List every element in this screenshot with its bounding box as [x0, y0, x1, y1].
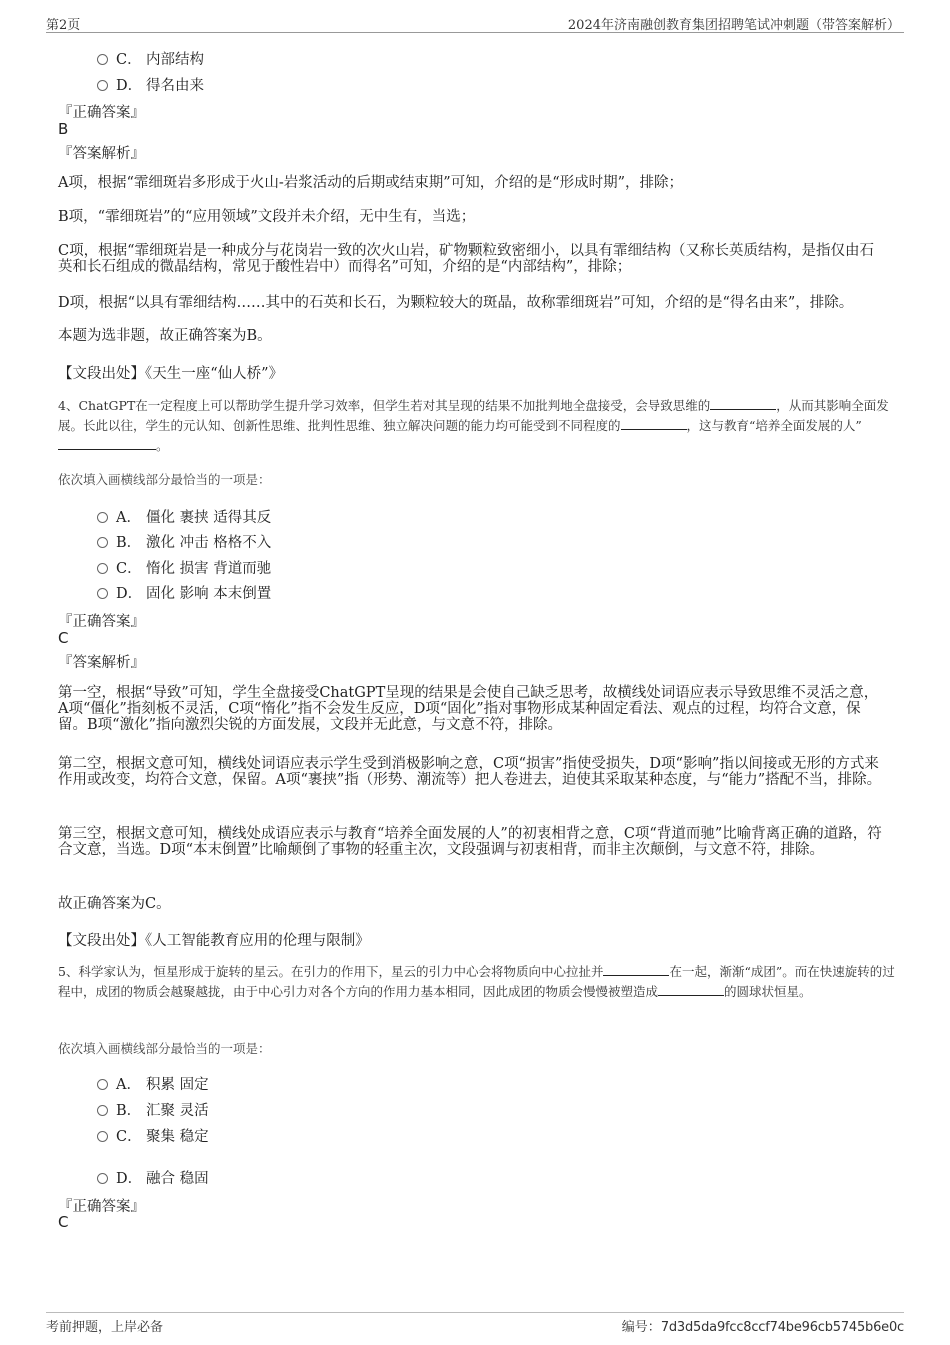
radio-icon[interactable] — [97, 1173, 108, 1184]
analysis-label: 『答案解析』 — [58, 146, 145, 162]
answer-value: B — [58, 120, 69, 138]
analysis-paragraph: 第二空，根据文意可知，横线处词语应表示学生受到消极影响之意，C项“损害”指使受损失，D项“影响”指以间接或无形的方式来作用或改变，均符合文意，保留。A项“裹挟”指（形势、潮流等）把人卷进去，迫使其采取某种态度，与“能力”搭配不当，排除。 — [58, 756, 882, 788]
blank-line — [621, 417, 687, 430]
option-text: 汇聚 灵活 — [146, 1103, 209, 1119]
option-text: 惰化 损害 背道而驰 — [146, 561, 272, 577]
option-b[interactable] — [97, 531, 271, 552]
analysis-label: 『答案解析』 — [58, 655, 145, 671]
option-c[interactable] — [97, 1125, 209, 1146]
option-c[interactable] — [97, 557, 271, 578]
option-text: 固化 影响 本末倒置 — [146, 586, 272, 602]
code-label: 编号： — [621, 1320, 661, 1335]
analysis-conclusion: 故正确答案为C。 — [58, 896, 171, 912]
option-text: 僵化 裹挟 适得其反 — [146, 510, 272, 526]
answer-value: C — [58, 629, 69, 647]
radio-icon[interactable] — [97, 54, 108, 65]
code-value: 7d3d5da9fcc8ccf74be96cb5745b6e0c — [660, 1320, 904, 1335]
option-letter: C． — [116, 561, 142, 577]
document-title: 2024年济南融创教育集团招聘笔试冲刺题（带答案解析） — [567, 18, 900, 33]
stem-part: ，这与教育“培养全面发展的人” — [686, 418, 862, 433]
option-letter: D． — [116, 586, 143, 602]
option-d[interactable] — [97, 582, 271, 603]
question-stem — [58, 396, 896, 456]
option-letter: B． — [116, 535, 142, 551]
stem-part: 的圆球状恒星。 — [724, 984, 812, 999]
option-d[interactable] — [97, 74, 204, 95]
option-a[interactable] — [97, 1073, 209, 1094]
stem-part: 在一起，渐渐“成团”。而在快速旋转的过程中，成团的物质会越聚越拢，由于中心引力对各个方向的作用力基本相同，因此成团的物质会慢慢被塑造成 — [58, 964, 895, 999]
answer-label: 『正确答案』 — [58, 1199, 145, 1215]
blank-line — [58, 437, 156, 450]
question-prompt: 依次填入画横线部分最恰当的一项是： — [58, 472, 271, 487]
page-footer — [46, 1312, 904, 1335]
analysis-paragraph: 第一空，根据“导致”可知，学生全盘接受ChatGPT呈现的结果是会使自己缺乏思考，故横线处词语应表示导致思维不灵活之意，A项“僵化”指刻板不灵活，C项“惰化”指不会发生反应，D项“固化”指对事物形成某种固定看法、观点的过程，均符合文意，保留。B项“激化”指向激烈尖锐的方面发展，文段并无此意，与文意不符，排除。 — [58, 685, 879, 733]
option-letter: C． — [116, 52, 142, 68]
radio-icon[interactable] — [97, 512, 108, 523]
option-c[interactable] — [97, 48, 204, 69]
option-letter: A． — [116, 1077, 141, 1093]
source-citation: 【文段出处】《天生一座“仙人桥”》 — [58, 366, 284, 382]
source-citation: 【文段出处】《人工智能教育应用的伦理与限制》 — [58, 933, 370, 949]
radio-icon[interactable] — [97, 1105, 108, 1116]
option-b[interactable] — [97, 1099, 209, 1120]
radio-icon[interactable] — [97, 1131, 108, 1142]
option-d[interactable] — [97, 1167, 209, 1188]
radio-icon[interactable] — [97, 80, 108, 91]
analysis-paragraph: D项，根据“以具有霏细结构……其中的石英和长石，为颗粒较大的斑晶，故称霏细斑岩”可知，介绍的是“得名由来”，排除。 — [58, 295, 854, 311]
analysis-paragraph: 第三空，根据文意可知，横线处成语应表示与教育“培养全面发展的人”的初衷相背之意，C项“背道而驰”比喻背离正确的道路，符合文意，当选。D项“本末倒置”比喻颠倒了事物的轻重主次，文段强调与初衷相背，而非主次颠倒，与文意不符，排除。 — [58, 826, 882, 858]
option-letter: C． — [116, 1129, 142, 1145]
option-letter: D． — [116, 1171, 143, 1187]
analysis-paragraph: A项，根据“霏细斑岩多形成于火山-岩浆活动的后期或结束期”可知，介绍的是“形成时期”，排除； — [58, 175, 684, 191]
analysis-paragraph: B项，“霏细斑岩”的“应用领域”文段并未介绍，无中生有，当选； — [58, 209, 476, 225]
option-text: 积累 固定 — [146, 1077, 209, 1093]
answer-value: C — [58, 1213, 69, 1231]
option-text: 激化 冲击 格格不入 — [146, 535, 272, 551]
blank-line — [603, 963, 669, 976]
question-prompt: 依次填入画横线部分最恰当的一项是： — [58, 1041, 271, 1056]
question-stem — [58, 962, 896, 1002]
stem-part: ，从而其影响全面发展。长此以往，学生的元认知、创新性思维、批判性思维、独立解决问题的能力均可能受到不同程度的 — [58, 398, 889, 433]
option-letter: D． — [116, 78, 143, 94]
radio-icon[interactable] — [97, 537, 108, 548]
stem-part: 。 — [156, 438, 169, 453]
option-a[interactable] — [97, 506, 271, 527]
option-text: 融合 稳固 — [146, 1171, 209, 1187]
option-letter: A． — [116, 510, 141, 526]
analysis-conclusion: 本题为选非题，故正确答案为B。 — [58, 328, 272, 344]
analysis-paragraph: C项，根据“霏细斑岩是一种成分与花岗岩一致的次火山岩，矿物颗粒致密细小，以具有霏细结构（又称长英质结构，是指仅由石英和长石组成的微晶结构，常见于酸性岩中）而得名”可知，介绍的是“内部结构”，排除； — [58, 243, 875, 275]
blank-line — [658, 983, 724, 996]
blank-line — [710, 397, 776, 410]
radio-icon[interactable] — [97, 588, 108, 599]
option-text: 内部结构 — [146, 52, 204, 68]
footer-slogan: 考前押题，上岸必备 — [46, 1320, 164, 1335]
option-letter: B． — [116, 1103, 142, 1119]
answer-label: 『正确答案』 — [58, 614, 145, 630]
page-number: 第2页 — [46, 18, 81, 33]
stem-part: 4、ChatGPT在一定程度上可以帮助学生提升学习效率，但学生若对其呈现的结果不加批判地全盘接受，会导致思维的 — [58, 398, 711, 413]
option-text: 得名由来 — [146, 78, 204, 94]
document-code — [622, 1316, 904, 1335]
stem-part: 5、科学家认为，恒星形成于旋转的星云。在引力的作用下，星云的引力中心会将物质向中心拉扯并 — [58, 964, 604, 979]
option-text: 聚集 稳定 — [146, 1129, 209, 1145]
radio-icon[interactable] — [97, 1079, 108, 1090]
page-header — [46, 12, 904, 33]
radio-icon[interactable] — [97, 563, 108, 574]
answer-label: 『正确答案』 — [58, 105, 145, 121]
